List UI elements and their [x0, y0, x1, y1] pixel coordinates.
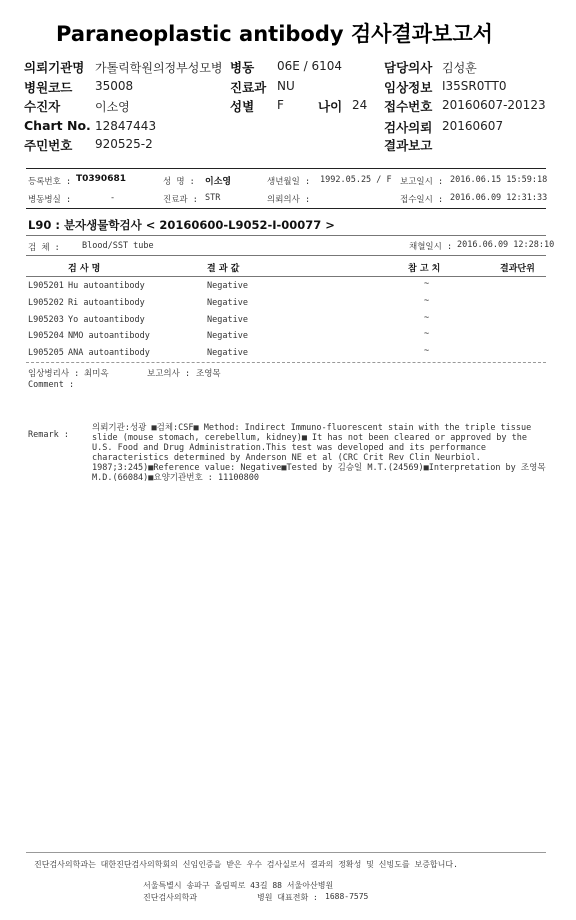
table-bottom-line: [26, 362, 546, 363]
doctor-label: 의뢰의사 :: [267, 195, 311, 205]
divider-section: [26, 235, 546, 236]
lab-department: 진단검사의학과: [143, 893, 198, 902]
value-receipt-number: 20160607-20123: [442, 98, 546, 112]
col-header-result: 결 과 값: [207, 264, 240, 274]
value-requesting-institution: 가톨릭학원의정부성모병: [95, 61, 223, 75]
pathologist-label: 임상병리사 :: [28, 369, 80, 379]
comment-label: Comment :: [28, 380, 75, 390]
ward-label: 병동병실 :: [28, 195, 72, 205]
col-header-unit: 결과단위: [500, 264, 535, 274]
name-value: 이소영: [205, 177, 232, 187]
table-top-line: [26, 255, 546, 256]
label-patient: 수진자: [24, 99, 61, 114]
dept-label: 진료과 :: [163, 195, 198, 205]
label-ward: 병동: [230, 60, 255, 75]
dob-label: 생년월일 :: [267, 177, 311, 187]
hospital-address: 서울특별시 송파구 올림픽로 43길 88 서울아산병원: [143, 881, 334, 890]
test-code: L905202: [28, 298, 64, 308]
collection-date-value: 2016.06.09 12:28:10: [457, 240, 555, 250]
divider-top: [26, 168, 546, 169]
reporting-doctor-value: 조영목: [196, 369, 221, 379]
certification-text: 진단검사의학과는 대한진단검사의학회의 신임인증을 받은 우수 검사실로서 결과의 정확성 및 신빙도를 보증합니다.: [34, 860, 458, 869]
reg-no-label: 등록번호 :: [28, 177, 72, 187]
label-test-request: 검사의뢰: [384, 120, 433, 135]
divider-bottom: [26, 852, 546, 853]
test-reference: ~: [424, 279, 430, 289]
collection-date-label: 채혈일시 :: [409, 242, 453, 252]
label-resident-number: 주민번호: [24, 138, 73, 153]
test-name: ANA autoantibody: [68, 348, 150, 358]
value-ward: 06E / 6104: [277, 59, 343, 73]
specimen-label: 검 체 :: [28, 243, 60, 253]
test-code: L905201: [28, 281, 64, 291]
test-code: L905204: [28, 331, 64, 341]
value-department: NU: [277, 79, 295, 93]
test-name: NMO autoantibody: [68, 331, 150, 341]
name-label: 성 명 :: [163, 177, 195, 187]
label-chart-no: Chart No.: [24, 118, 91, 133]
test-result: Negative: [207, 315, 248, 325]
report-date-label: 보고일시 :: [400, 177, 444, 187]
value-chart-no: 12847443: [95, 119, 157, 133]
label-receipt-number: 접수번호: [384, 99, 433, 114]
col-header-reference: 참 고 치: [408, 264, 441, 274]
value-test-request: 20160607: [442, 119, 504, 133]
report-title: Paraneoplastic antibody 검사결과보고서: [56, 22, 493, 46]
test-result: Negative: [207, 298, 248, 308]
label-clinical-info: 임상정보: [384, 80, 433, 95]
remark-text: 의뢰기관:성광 ■검체:CSF■ Method: Indirect Immuno-fluorescent stain with the triple tissue slide (mouse stomach, cerebellum, kidney)■ It has not been cleared or approved by the U.S. Food and Drug Administration.This test was developed and its performance characteristics determined by Anderson NE et al (CRC Crit Rev Clin Neurbiol. 1987;3:245)■Reference value: Negative■Tested by 김승일 M.T.(24569)■Interpretation by 조영목 M.D.(66084)■요양기관번호 : 11100800: [92, 423, 546, 483]
test-reference: ~: [424, 329, 430, 339]
label-department: 진료과: [230, 80, 267, 95]
specimen-value: Blood/SST tube: [82, 241, 154, 251]
value-clinical-info: I35SR0TT0: [442, 79, 507, 93]
label-requesting-institution: 의뢰기관명: [24, 60, 85, 75]
section-title: L90 : 분자생물학검사 < 20160600-L9052-I-00077 >: [28, 218, 335, 232]
remark-label: Remark :: [28, 430, 69, 440]
phone-label: 병원 대표전화 :: [257, 893, 318, 902]
label-result-report: 결과보고: [384, 138, 433, 153]
test-name: Yo autoantibody: [68, 315, 145, 325]
test-result: Negative: [207, 331, 248, 341]
dept-value: STR: [205, 193, 221, 203]
value-resident-number: 920525-2: [95, 137, 153, 151]
report-date-value: 2016.06.15 15:59:18: [450, 175, 548, 185]
ward-value: -: [110, 193, 116, 203]
table-header-line: [26, 276, 546, 277]
test-result: Negative: [207, 281, 248, 291]
divider-info-bottom: [26, 208, 546, 209]
test-reference: ~: [424, 346, 430, 356]
value-attending-doctor: 김성훈: [442, 61, 477, 75]
test-name: Hu autoantibody: [68, 281, 145, 291]
pathologist-value: 최미옥: [84, 369, 109, 379]
value-hospital-code: 35008: [95, 79, 134, 93]
test-code: L905205: [28, 348, 64, 358]
reporting-doctor-label: 보고의사 :: [147, 369, 191, 379]
label-hospital-code: 병원코드: [24, 80, 73, 95]
value-age: 24: [352, 98, 368, 112]
test-result: Negative: [207, 348, 248, 358]
value-patient: 이소영: [95, 100, 130, 114]
test-code: L905203: [28, 315, 64, 325]
col-header-test-name: 검 사 명: [68, 264, 101, 274]
label-age: 나이: [318, 99, 343, 114]
dob-value: 1992.05.25 / F: [320, 175, 392, 185]
receipt-date-value: 2016.06.09 12:31:33: [450, 193, 548, 203]
receipt-date-label: 접수일시 :: [400, 195, 444, 205]
reg-no-value: T0390681: [76, 174, 126, 184]
value-sex: F: [277, 98, 284, 112]
label-sex: 성별: [230, 99, 255, 114]
test-reference: ~: [424, 313, 430, 323]
label-attending-doctor: 담당의사: [384, 60, 433, 75]
test-reference: ~: [424, 296, 430, 306]
test-name: Ri autoantibody: [68, 298, 145, 308]
phone-value: 1688-7575: [325, 892, 369, 901]
